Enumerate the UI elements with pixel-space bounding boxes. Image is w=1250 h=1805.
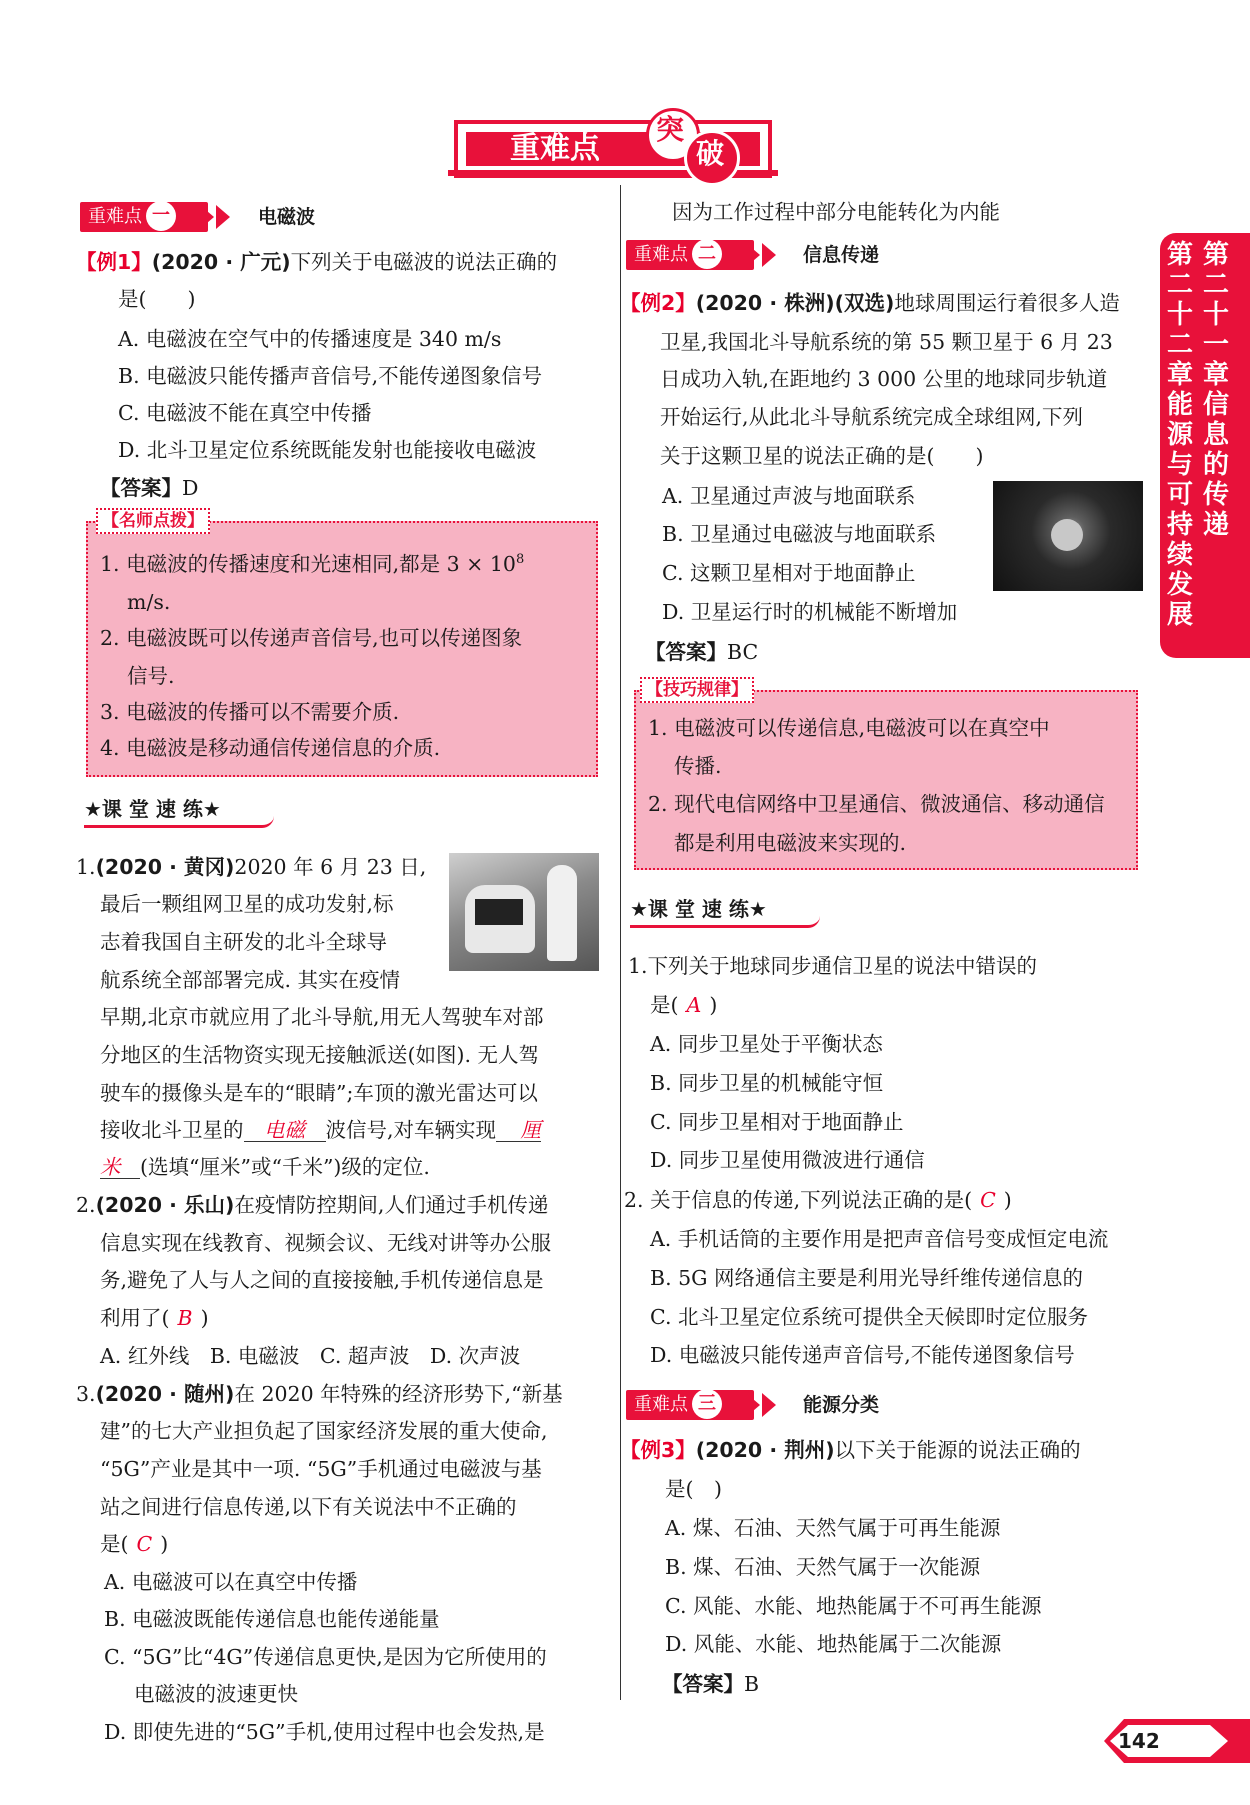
tip-1-line-1b: m/s. [127,590,171,614]
problem-1-blank-1-text: 电磁 [264,1118,305,1142]
tip-2-line-1: 1. 电磁波可以传递信息,电磁波可以在真空中 [648,716,1050,740]
problem-3-source: (2020 · 随州) [95,1382,235,1406]
tip-box-2-label: 【技巧规律】 [640,677,754,703]
example-2-answer-value: BC [727,640,759,664]
tip-box-1-label: 【名师点拨】 [96,508,210,534]
problem-3-number: 3. [76,1382,96,1406]
example-1-option-a: A. 电磁波在空气中的传播速度是 340 m/s [118,327,502,351]
example-2-line-1 [620,293,1120,314]
example-3-source: (2020 · 荆州) [695,1438,835,1462]
problem-1-line-2: 最后一颗组网卫星的成功发射,标 [100,892,394,916]
problem-3-option-d-1: D. 即使先进的“5G”手机,使用过程中也会发热,是 [104,1720,545,1744]
problem-3-line-5-a: 是( [100,1532,129,1556]
problem-1-number: 1. [76,855,96,879]
practice-label-right: ★课 堂 速 练★ [630,893,820,928]
tip-1-line-2b: 信号. [127,664,175,688]
example-2-line-5: 关于这颗卫星的说法正确的是( ) [660,444,984,468]
problem-2-source: (2020 · 乐山) [95,1193,235,1217]
example-1-answer [100,478,198,499]
example-3-line-1 [620,1440,1081,1461]
problem-2-options: A. 红外线 B. 电磁波 C. 超声波 D. 次声波 [100,1344,521,1368]
problem-3-answer: C [136,1532,153,1556]
header-badge-1-text: 突 [656,113,685,146]
example-2-line-2: 卫星,我国北斗导航系统的第 55 颗卫星于 6 月 23 [660,330,1113,354]
section-title-2: 信息传递 [803,244,880,266]
problem-3-option-d-2: 因为工作过程中部分电能转化为内能 [672,200,1000,224]
problem-1-line-8-a: 接收北斗卫星的 [100,1118,244,1142]
problem-3-line-1 [76,1384,563,1405]
problem-1-text-1: 2020 年 6 月 23 日, [234,855,427,879]
example-3-answer-value: B [744,1672,760,1696]
right-q1-option-c: C. 同步卫星相对于地面静止 [650,1110,904,1134]
example-3-answer-label: 【答案】 [662,1672,744,1696]
delivery-vehicle-shape [465,885,535,953]
tip-1-line-1 [100,553,524,574]
problem-1-blank-2b-text: 米 [100,1155,121,1179]
section-tag-2-arrows-icon [746,240,786,270]
problem-1-line-8 [100,1120,541,1142]
problem-1-line-9 [100,1157,430,1179]
right-q1-line-2-b: ) [709,993,718,1017]
right-q1-line-1 [628,956,1037,977]
right-q2-text: 2. 关于信息的传递,下列说法正确的是( [624,1188,973,1212]
tip-1-line-1-text: 1. 电磁波的传播速度和光速相同,都是 3 × 10 [100,551,516,576]
example-1-source: (2020 · 广元) [151,250,291,274]
example-1-label: 【例1】 [76,250,152,274]
problem-1-blank-1[interactable] [244,1120,326,1142]
chapter-tab-col-2: 第二十二章 能源与可持续发展 [1167,240,1194,630]
problem-1-line-7: 驶车的摄像头是车的“眼睛”;车顶的激光雷达可以 [100,1081,538,1105]
earth-shape [1051,519,1083,551]
example-3-label: 【例3】 [620,1438,696,1462]
example-2-label: 【例2】 [620,291,696,315]
right-q1-option-a: A. 同步卫星处于平衡状态 [650,1032,883,1056]
column-divider [620,185,621,1700]
section-tag-1-label: 重难点 [88,206,142,227]
problem-1-blank-2a[interactable] [496,1120,541,1142]
example-1-answer-value: D [182,476,199,500]
example-3-option-d: D. 风能、水能、地热能属于二次能源 [665,1632,1002,1656]
example-3-answer [662,1674,759,1695]
problem-1-photo [449,853,599,971]
example-1-question: 下列关于电磁波的说法正确的 [290,250,558,274]
example-2-satellite-image [993,481,1143,591]
example-2-option-b: B. 卫星通过电磁波与地面联系 [662,522,937,546]
example-1-line-2: 是( ) [118,287,196,311]
section-tag-3 [626,1390,754,1420]
example-2-source: (2020 · 株洲)(双选) [695,291,895,315]
example-2-line-3: 日成功入轨,在距地约 3 000 公里的地球同步轨道 [660,367,1108,391]
example-2-option-c: C. 这颗卫星相对于地面静止 [662,561,916,585]
right-q2-option-b: B. 5G 网络通信主要是利用光导纤维传递信息的 [650,1266,1084,1290]
example-2-answer [645,642,758,663]
section-tag-3-label: 重难点 [634,1394,688,1415]
problem-2-line-4-b: ) [200,1306,209,1330]
problem-3-option-c-2: 电磁波的波速更快 [134,1682,298,1706]
right-q2-line-1 [624,1190,1012,1211]
practice-label-left: ★课 堂 速 练★ [84,793,274,828]
problem-3-line-2: 建”的七大产业担负起了国家经济发展的重大使命, [100,1419,548,1443]
example-1-line-1 [76,252,557,273]
problem-2-line-4-a: 利用了( [100,1306,170,1330]
example-1-answer-label: 【答案】 [100,476,182,500]
tip-2-line-1b: 传播. [674,754,722,778]
tip-box-2-label-text: 技巧规律 [663,680,731,700]
right-q2-option-c: C. 北斗卫星定位系统可提供全天候即时定位服务 [650,1305,1088,1329]
section-tag-3-number: 三 [692,1389,722,1419]
example-2-option-d: D. 卫星运行时的机械能不断增加 [662,600,958,624]
tip-2-line-2: 2. 现代电信网络中卫星通信、微波通信、移动通信 [648,792,1105,816]
example-2-answer-label: 【答案】 [645,640,727,664]
problem-3-option-b: B. 电磁波既能传递信息也能传递能量 [104,1607,440,1631]
tip-box-1-label-text: 名师点拨 [119,511,187,531]
section-title-1: 电磁波 [258,206,316,228]
problem-3-line-3: “5G”产业是其中一项. “5G”手机通过电磁波与基 [100,1457,542,1481]
section-tag-1-arrows-icon [200,202,240,232]
example-3-option-c: C. 风能、水能、地热能属于不可再生能源 [665,1594,1042,1618]
header-badge-2-text: 破 [696,137,725,170]
problem-3-option-a: A. 电磁波可以在真空中传播 [104,1570,358,1594]
example-1-option-d: D. 北斗卫星定位系统既能发射也能接收电磁波 [118,438,537,462]
problem-2-line-3: 务,避免了人与人之间的直接接触,手机传递信息是 [100,1268,544,1292]
section-tag-3-arrows-icon [746,1390,786,1420]
problem-2-line-1 [76,1195,548,1216]
problem-1-line-9-text: (选填“厘米”或“千米”)级的定位. [140,1155,430,1179]
problem-2-line-4 [100,1308,209,1329]
tip-2-line-2b: 都是利用电磁波来实现的. [674,831,907,855]
problem-1-line-4: 航系统全部部署完成. 其实在疫情 [100,968,401,992]
vehicle-screen [475,899,523,925]
problem-1-line-8-b: 波信号,对车辆实现 [325,1118,497,1142]
problem-1-line-5: 早期,北京市就应用了北斗导航,用无人驾驶车对部 [100,1005,544,1029]
example-1-option-c: C. 电磁波不能在真空中传播 [118,401,372,425]
right-q1-option-b: B. 同步卫星的机械能守恒 [650,1071,884,1095]
right-q1-option-d: D. 同步卫星使用微波进行通信 [650,1148,925,1172]
right-q2-option-a: A. 手机话筒的主要作用是把声音信号变成恒定电流 [650,1227,1109,1251]
example-2-option-a: A. 卫星通过声波与地面联系 [662,484,916,508]
section-tag-1-number: 一 [146,201,176,231]
tip-1-line-4: 4. 电磁波是移动通信传递信息的介质. [100,736,441,760]
problem-1-source: (2020 · 黄冈) [95,855,235,879]
right-q1-text: 下列关于地球同步通信卫星的说法中错误的 [647,954,1038,978]
problem-3-line-5 [100,1534,168,1555]
right-q1-line-2-a: 是( [650,993,679,1017]
tip-1-line-2: 2. 电磁波既可以传递声音信号,也可以传递图象 [100,626,523,650]
right-q2-option-d: D. 电磁波只能传递声音信号,不能传递图象信号 [650,1343,1075,1367]
problem-2-text-1: 在疫情防控期间,人们通过手机传递 [234,1193,549,1217]
person-shape [547,865,577,961]
problem-2-answer: B [177,1306,193,1330]
example-3-option-a: A. 煤、石油、天然气属于可再生能源 [665,1516,1001,1540]
problem-2-line-2: 信息实现在线教育、视频会议、无线对讲等办公服 [100,1231,551,1255]
problem-1-line-3: 志着我国自主研发的北斗全球导 [100,930,387,954]
problem-1-line-1 [76,857,426,878]
problem-1-blank-2b[interactable] [100,1157,140,1179]
problem-2-number: 2. [76,1193,96,1217]
right-q2-text-end: ) [1003,1188,1012,1212]
problem-3-line-4: 站之间进行信息传递,以下有关说法中不正确的 [100,1495,517,1519]
example-3-option-b: B. 煤、石油、天然气属于一次能源 [665,1555,981,1579]
problem-1-line-6: 分地区的生活物资实现无接触派送(如图). 无人驾 [100,1043,540,1067]
section-tag-2 [626,240,754,270]
tip-1-line-1-superscript: 8 [515,552,525,567]
right-q1-answer: A [686,993,702,1017]
example-1-option-b: B. 电磁波只能传播声音信号,不能传递图象信号 [118,364,543,388]
header-banner [448,113,778,178]
right-q1-number: 1. [628,954,648,978]
problem-3-text-1: 在 2020 年特殊的经济形势下,“新基 [234,1382,563,1406]
problem-1-blank-2a-text: 厘 [520,1118,542,1142]
section-tag-2-number: 二 [692,239,722,269]
example-2-text-1: 地球周围运行着很多人造 [894,291,1120,315]
section-tag-1 [80,202,208,232]
header-title: 重难点 [510,131,600,166]
problem-3-line-5-b: ) [160,1532,169,1556]
page-number: 142 [1118,1729,1160,1753]
section-title-3: 能源分类 [803,1394,880,1416]
example-3-line-2: 是( ) [665,1477,722,1501]
chapter-tab-col-1: 第二十一章 信息的传递 [1203,240,1230,540]
section-tag-2-label: 重难点 [634,244,688,265]
example-2-line-4: 开始运行,从此北斗导航系统完成全球组网,下列 [660,405,1084,429]
tip-1-line-3: 3. 电磁波的传播可以不需要介质. [100,700,400,724]
page-number-badge [1090,1715,1250,1767]
example-3-text-1: 以下关于能源的说法正确的 [834,1438,1081,1462]
right-q2-answer: C [980,1188,996,1212]
right-q1-line-2 [650,995,717,1016]
problem-3-option-c-1: C. “5G”比“4G”传递信息更快,是因为它所使用的 [104,1645,547,1669]
